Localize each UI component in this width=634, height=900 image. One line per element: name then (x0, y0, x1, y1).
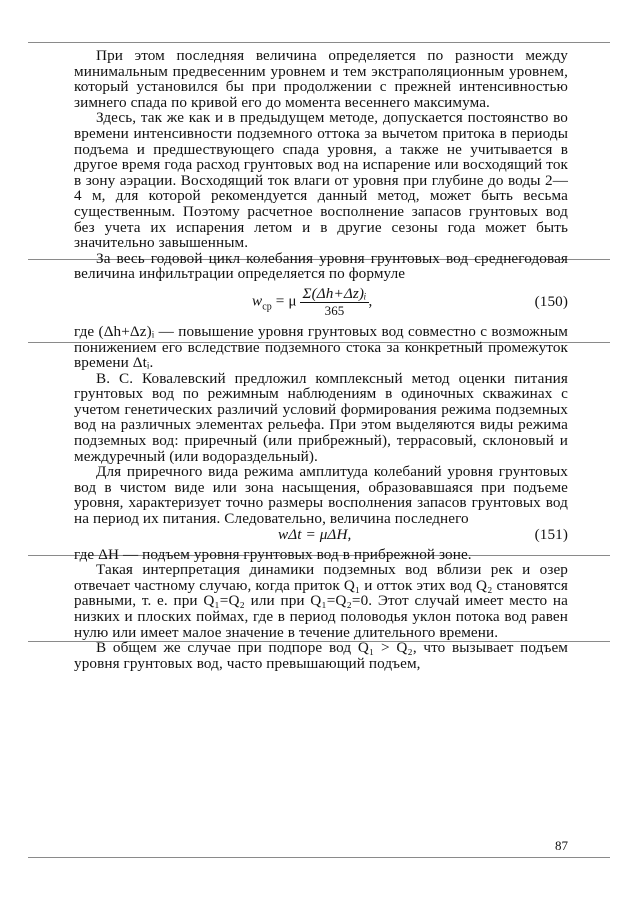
formula-fraction (300, 286, 368, 318)
top-rule (28, 42, 610, 43)
formula-150 (74, 282, 568, 324)
formula-numerator: Σ(Δh+Δz)ᵢ (302, 284, 367, 302)
formula-denominator: 365 (324, 302, 345, 318)
paragraph: Здесь, так же как и в предыдущем методе, допускается постоянство во времени интенсивности подземного оттока за вычетом притока в периоды подъема и предшествующего спада уровня, а также не учитывается в другое время года расход грунтовых вод на испарение или восходящий ток в зону аэрации. Восходящий ток влаги от уровня при глубине до воды 2—4 м, для которой рекомендуется данный метод, может быть весьма существенным. Поэтому расчетное восполнение запасов грунтовых вод без учета их испарения летом и в другие сезоны года может быть значительно завышенным. (74, 109, 568, 252)
formula-151 (74, 527, 568, 547)
formula-expression: wΔt = μΔH, (278, 525, 352, 543)
paragraph: В. С. Ковалевский предложил комплексный метод оценки питания грунтовых вод по режимным наблюдениям в одиночных скважинах с учетом генетических различий условий формирования режима подземных вод на различных элементах рельефа. При этом выделяются виды режима подземных вод: приречный (или прибрежный), террасовый, склоновый и междуречный (или водораздельный). (74, 369, 568, 465)
paragraph: За весь годовой цикл колебания уровня грунтовых вод среднегодовая величина инфильтрации определяется по формуле (74, 249, 568, 283)
paragraph: где (Δh+Δz)ᵢ — повышение уровня грунтовых вод совместно с возможным понижением его вследствие подземного стока за конкретный промежуток времени Δtᵢ. (74, 322, 568, 372)
formula-expression (252, 286, 372, 318)
formula-lhs: w (252, 292, 263, 310)
paragraph: где ΔH — подъем уровня грунтовых вод в прибрежной зоне. (74, 545, 472, 563)
formula-tail: , (368, 292, 373, 310)
page-body (74, 48, 568, 671)
paragraph: Такая интерпретация динамики подземных вод вблизи рек и озер отвечает частному случаю, когда приток Q₁ и отток этих вод Q₂ становятся равными, т. е. при Q₁=Q₂ или при Q₁=Q₂=0. Этот случай имеет место на низких и плоских поймах, где в период половодья уклон потока вод равен нулю или имеет малое значение в течение длительного времени. (74, 561, 568, 641)
formula-number: (151) (534, 525, 568, 543)
formula-equals: = μ (271, 292, 297, 310)
paragraph: При этом последняя величина определяется по разности между минимальным предвесенним уровнем и тем экстраполяционным уровнем, который установился бы при продолжении с прежней интенсивностью зимнего спада по кривой его до момента весеннего максимума. (74, 47, 568, 111)
formula-lhs-subscript: ср (262, 301, 272, 313)
formula-number: (150) (534, 292, 568, 310)
page-number: 87 (555, 838, 568, 853)
bottom-rule (28, 857, 610, 858)
paragraph: Для приречного вида режима амплитуда колебаний уровня грунтовых вод в чистом виде или зона насыщения, образовавшаяся при подъеме уровня, характеризует точно размеры восполнения запасов грунтовых вод на период их питания. Следовательно, величина последнего (74, 463, 568, 528)
paragraph: В общем же случае при подпоре вод Q₁ > Q₂, что вызывает подъем уровня грунтовых вод, часто превышающий подъем, (74, 639, 568, 672)
